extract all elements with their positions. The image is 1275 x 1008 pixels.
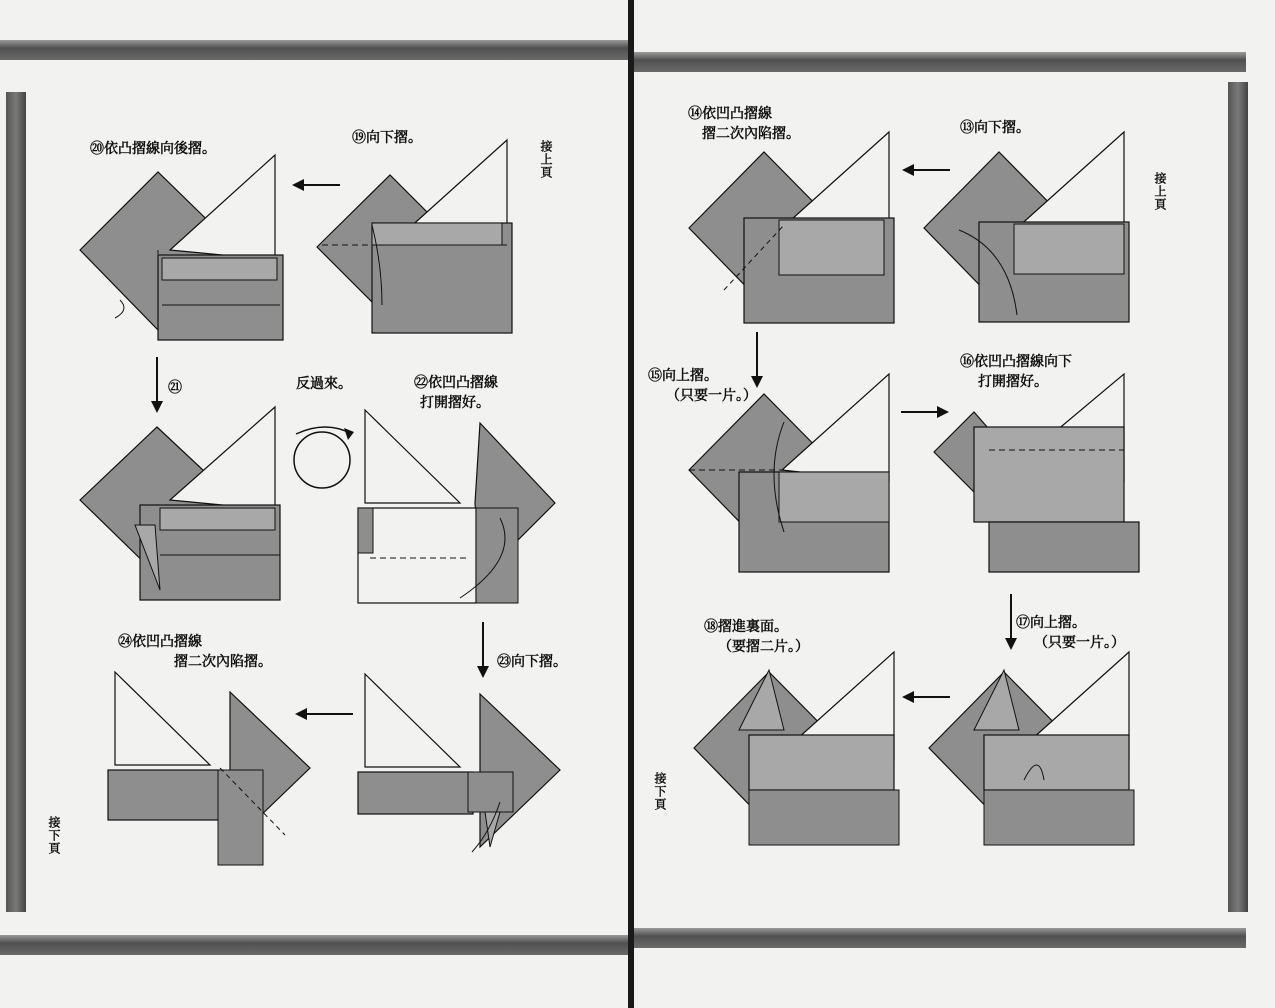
step-23-label: ㉓向下摺。 [497, 654, 567, 670]
step-21-label: ㉑ [168, 380, 182, 396]
step-19-label: ⑲向下摺。 [352, 130, 422, 146]
step-21-turn-over-label: 反過來。 [296, 376, 352, 392]
right-page [634, 0, 1275, 1008]
top-decorative-bar [0, 40, 628, 60]
step-16-label: ⑯依凹凸摺線向下 打開摺好。 [960, 354, 1072, 390]
bottom-decorative-bar [634, 928, 1246, 948]
step-18-diagram [689, 650, 904, 850]
step-21-diagram [75, 405, 290, 605]
step-22-diagram [350, 408, 570, 608]
bottom-decorative-bar [0, 935, 628, 955]
side-decorative-bar [6, 92, 26, 912]
step-13-diagram [919, 130, 1144, 330]
step-19-diagram [312, 135, 532, 345]
step-14-label: ⑭依凹凸摺線 摺二次內陷摺。 [688, 106, 800, 142]
step-15-diagram [684, 372, 899, 577]
arrow-down-16-to-17 [1004, 592, 1018, 652]
step-23-diagram [350, 672, 570, 867]
step-17-diagram [924, 650, 1139, 850]
step-24-label: ㉔依凹凸摺線 摺二次內陷摺。 [118, 634, 272, 670]
continued-from-previous-page: 接上頁 [539, 140, 553, 179]
step-15-label: ⑮向上摺。 （只要一片。） [648, 368, 757, 404]
step-24-diagram [100, 670, 325, 870]
side-decorative-bar [1228, 82, 1248, 912]
top-decorative-bar [634, 52, 1246, 72]
left-page [0, 0, 628, 1008]
step-20-diagram [70, 150, 300, 360]
step-16-diagram [929, 372, 1139, 577]
step-14-diagram [684, 130, 909, 330]
step-13-label: ⑬向下摺。 [960, 120, 1030, 136]
continued-on-next-page: 接下頁 [653, 772, 667, 811]
arrow-down-22-to-23 [476, 620, 490, 680]
step-22-label: ㉒依凹凸摺線 打開摺好。 [414, 375, 498, 411]
continued-on-next-page: 接下頁 [47, 816, 61, 855]
step-18-label: ⑱摺進裏面。 （要摺二片。） [704, 619, 809, 655]
step-17-label: ⑰向上摺。 （只要一片。） [1016, 615, 1125, 651]
continued-from-previous-page: 接上頁 [1153, 172, 1167, 211]
step-20-label: ⑳依凸摺線向後摺。 [90, 141, 216, 157]
arrow-left-23-to-24 [295, 707, 355, 721]
